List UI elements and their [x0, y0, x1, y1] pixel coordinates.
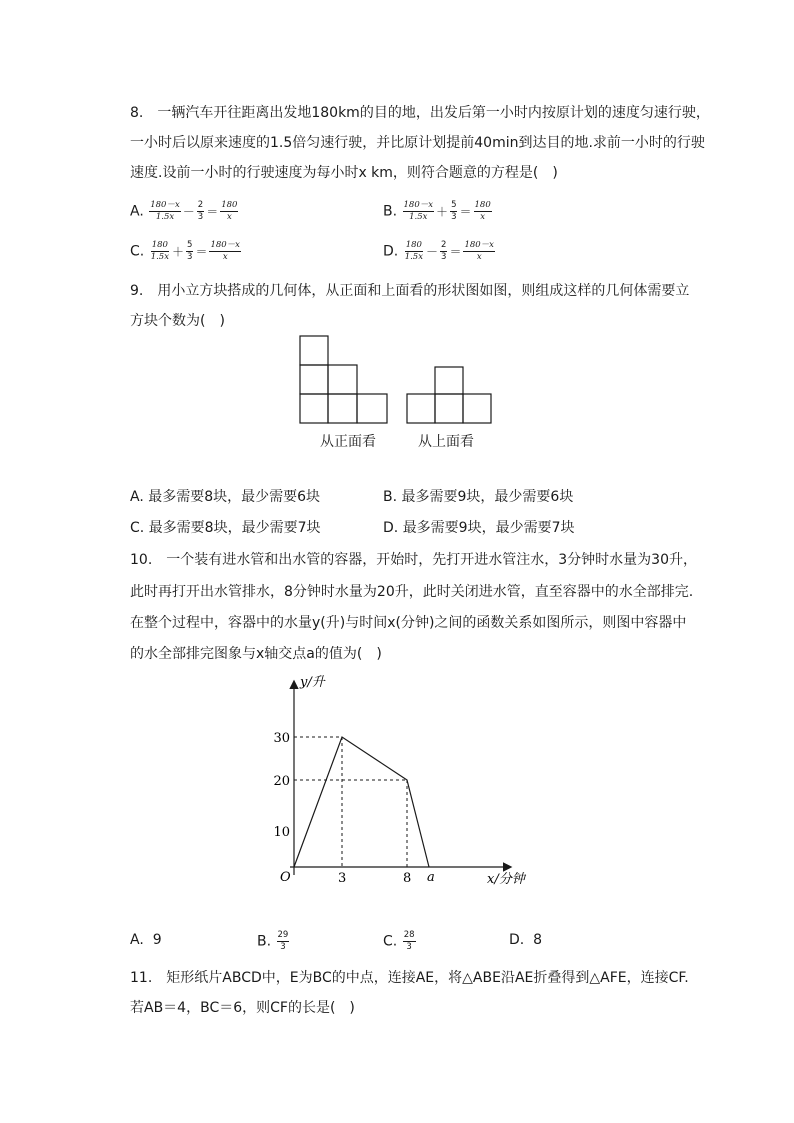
q10-stem-line4: 的水全部排完图象与x轴交点a的值为( ): [130, 646, 382, 662]
y-tick-10: 10: [273, 825, 290, 840]
front-view-label: 从正面看: [320, 434, 376, 450]
q9-option-b[interactable]: B. 最多需要9块，最少需要6块: [383, 489, 574, 505]
q10-option-c[interactable]: C. $\frac{28}{3}$: [383, 930, 415, 952]
top-view-figure: [407, 367, 491, 423]
q9-view-figures: [290, 330, 510, 430]
q9-option-c[interactable]: C. 最多需要8块，最少需要7块: [130, 520, 321, 536]
q8-option-b[interactable]: B. $\frac{180-x}{1.5x}$ ＋ $\frac{5}{3}$ ＝ $\frac{180}{x}$: [383, 200, 491, 222]
x-tick-3: 3: [338, 871, 347, 886]
q10-stem-line3: 在整个过程中，容器中的水量y(升)与时间x(分钟)之间的函数关系如图所示，则图中容器中: [130, 615, 687, 631]
q9-stem-line2: 方块个数为( ): [130, 313, 225, 329]
q8-stem-line2: 一小时后以原来速度的1.5倍匀速行驶，并比原计划提前40min到达目的地.求前一小时的行驶: [130, 135, 705, 151]
q11-stem-line2: 若AB＝4，BC＝6，则CF的长是( ): [130, 1000, 355, 1016]
x-axis-label: x/分钟: [487, 872, 525, 887]
q10-option-d[interactable]: D. 8: [509, 932, 543, 948]
q8-stem-line3: 速度.设前一小时的行驶速度为每小时x km，则符合题意的方程是( ): [130, 165, 558, 181]
q8-option-d[interactable]: D. $\frac{180}{1.5x}$ － $\frac{2}{3}$ ＝ $\frac{180-x}{x}$: [383, 240, 494, 262]
q8-option-a[interactable]: A. $\frac{180-x}{1.5x}$ － $\frac{2}{3}$ ＝ $\frac{180}{x}$: [130, 200, 238, 222]
front-view-figure: [300, 336, 387, 423]
y-axis-label: y/升: [300, 675, 325, 690]
y-tick-20: 20: [273, 774, 290, 789]
q8-option-c[interactable]: C. $\frac{180}{1.5x}$ ＋ $\frac{5}{3}$ ＝ $\frac{180-x}{x}$: [130, 240, 240, 262]
q10-stem-line2: 此时再打开出水管排水，8分钟时水量为20升，此时关闭进水管，直至容器中的水全部排完.: [130, 584, 694, 600]
q9-stem-line1: 9. 用小立方块搭成的几何体，从正面和上面看的形状图如图，则组成这样的几何体需要立: [130, 283, 690, 299]
origin-label: O: [280, 870, 291, 885]
y-tick-30: 30: [273, 731, 290, 746]
q10-option-a[interactable]: A. 9: [130, 932, 162, 948]
x-tick-a: a: [427, 870, 435, 885]
q9-option-a[interactable]: A. 最多需要8块，最少需要6块: [130, 489, 321, 505]
q10-stem-line1: 10. 一个装有进水管和出水管的容器，开始时，先打开进水管注水，3分钟时水量为30升，: [130, 552, 697, 568]
q10-option-b[interactable]: B. $\frac{29}{3}$: [257, 930, 289, 952]
q10-function-graph: [270, 670, 540, 895]
x-tick-8: 8: [403, 871, 412, 886]
q8-stem-line1: 8. 一辆汽车开往距离出发地180km的目的地，出发后第一小时内按原计划的速度匀速行驶，: [130, 105, 710, 121]
top-view-label: 从上面看: [418, 434, 474, 450]
water-volume-line: [294, 737, 429, 867]
q11-stem-line1: 11. 矩形纸片ABCD中，E为BC的中点，连接AE，将△ABE沿AE折叠得到△AFE，连接CF.: [130, 970, 689, 986]
q9-option-d[interactable]: D. 最多需要9块，最少需要7块: [383, 520, 575, 536]
